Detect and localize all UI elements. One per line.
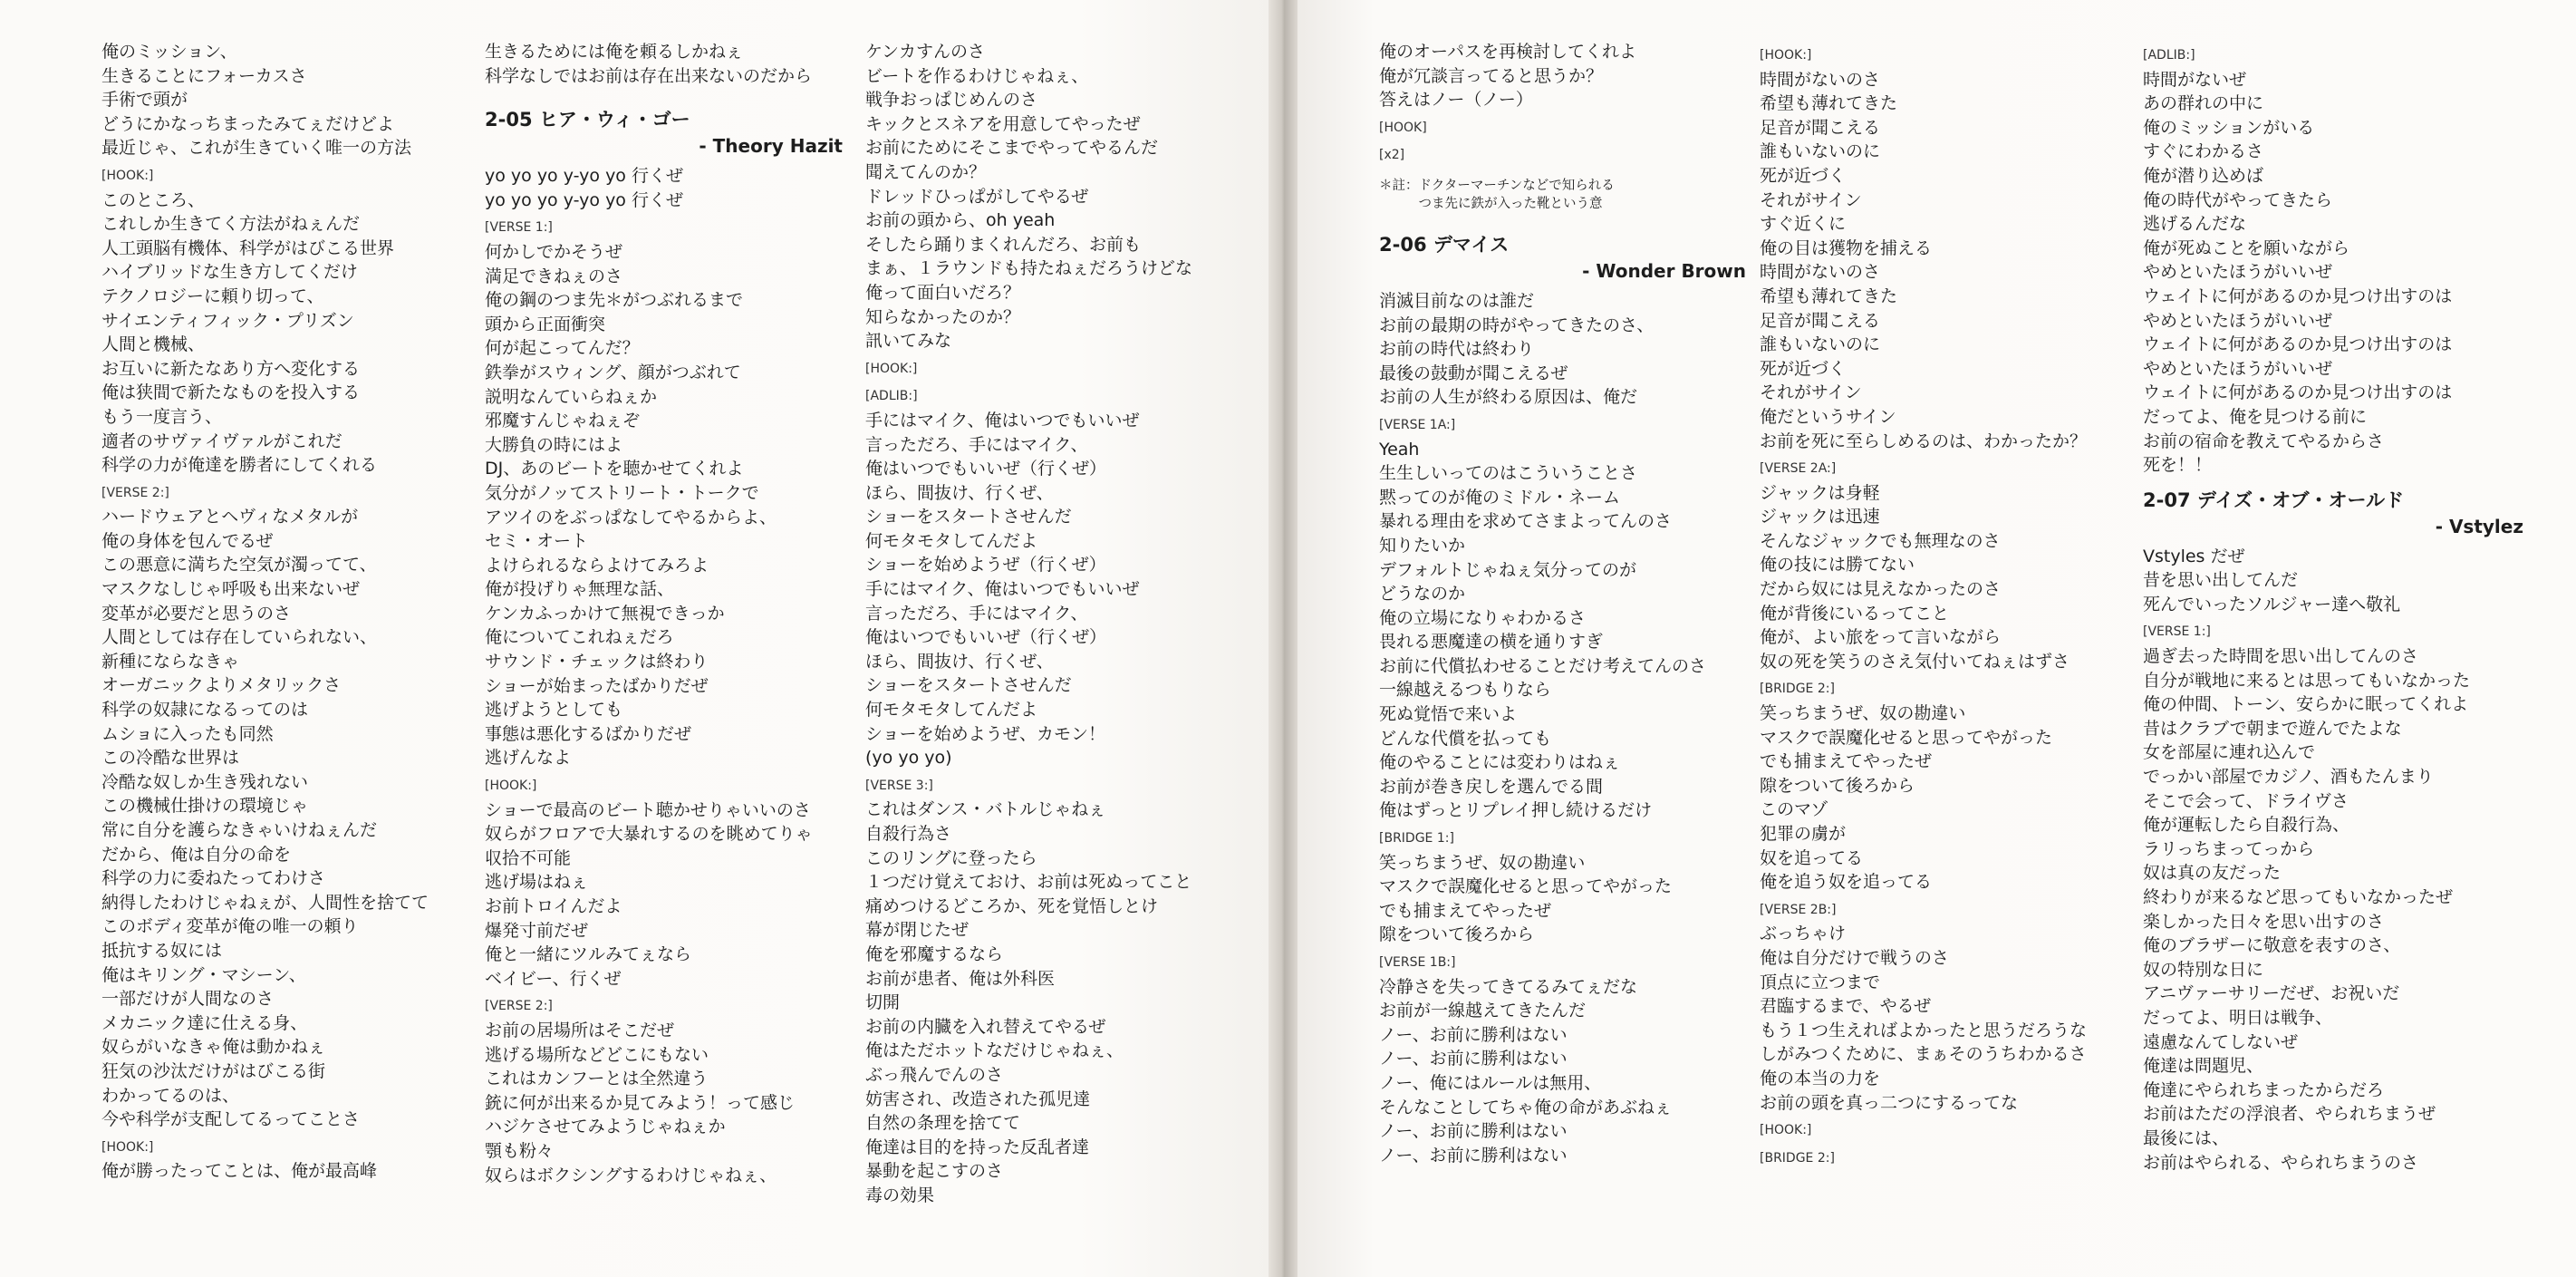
lyric-line: 生きるためには俺を頼るしかねぇ bbox=[485, 42, 744, 62]
lyric-line: 最近じゃ、これが生きていく唯一の方法 bbox=[101, 138, 412, 159]
spacer bbox=[1379, 168, 1746, 177]
lyric-line: 死んでいったソルジャー達へ敬礼 bbox=[2143, 594, 2401, 614]
lyric-line: 最後の鼓動が聞こえるぜ bbox=[1379, 363, 1568, 383]
lyric-line: 常に自分を護らなきゃいけねぇんだ bbox=[101, 820, 378, 840]
track-title: 2-06 デマイス bbox=[1379, 233, 1510, 256]
lyric-line: お前が巻き戻しを選んでる間 bbox=[1379, 776, 1604, 797]
lyric-line: 犯罪の虜が bbox=[1760, 824, 1847, 844]
section-label: [VERSE 1:] bbox=[2143, 624, 2211, 640]
lyric-line: これはダンス・バトルじゃねぇ bbox=[865, 799, 1106, 820]
lyric-line: 切開 bbox=[865, 992, 901, 1013]
lyric-line: だってよ、明日は戦争、 bbox=[2143, 1007, 2333, 1028]
lyric-line: 俺の身体を包んでるぜ bbox=[101, 530, 274, 551]
lyric-line: 俺達にやられちまったからだろ bbox=[2143, 1079, 2385, 1100]
lyric-line: このマゾ bbox=[1760, 799, 1828, 820]
lyric-line: ウェイトに何があるのか見つけ出すのは bbox=[2143, 382, 2453, 403]
lyric-line: 人間としては存在していられない、 bbox=[101, 627, 378, 648]
lyric-line: ショーで最高のビート聴かせりゃいいのさ bbox=[485, 799, 811, 820]
lyric-line: ノー、俺にはルールは無用、 bbox=[1379, 1072, 1602, 1093]
lyric-line: セミ・オート bbox=[485, 531, 589, 552]
lyric-line: 何が起こってんだ？ bbox=[485, 338, 640, 359]
lyric-line: 変革が必要だと思うのさ bbox=[101, 603, 292, 624]
lyric-line: 笑っちまうぜ、奴の勘違い bbox=[1760, 703, 1966, 724]
lyric-line: 逃げようとしても bbox=[485, 700, 623, 721]
section-label: [HOOK:] bbox=[485, 779, 537, 794]
section-label: [HOOK:] bbox=[865, 361, 918, 376]
lyric-line: 冷静さを失ってきてるみてぇだな bbox=[1379, 976, 1638, 997]
lyric-line: 爆発寸前だぜ bbox=[485, 920, 589, 941]
lyric-line: ショーをスタートさせんだ bbox=[865, 507, 1072, 527]
section-label: [HOOK] bbox=[1379, 120, 1427, 135]
lyric-line: 俺のミッションがいる bbox=[2143, 117, 2315, 138]
lyric-line: Vstyles だぜ bbox=[2143, 546, 2245, 566]
lyric-line: でっかい部屋でカジノ、酒もたんまり bbox=[2143, 767, 2434, 788]
lyric-line: ノー、お前に勝利はない bbox=[1379, 1145, 1568, 1166]
section-label: [HOOK:] bbox=[1760, 1123, 1812, 1138]
lyric-line: 知らなかったのか？ bbox=[865, 306, 1021, 327]
lyric-line: 足音が聞こえる bbox=[1760, 117, 1881, 138]
lyric-line: 畏れる悪魔達の横を通りすぎ bbox=[1379, 632, 1604, 653]
lyric-line: １つだけ覚えておけ、お前は死ぬってこと bbox=[865, 872, 1192, 893]
lyric-line: 俺の仲間、トーン、安らかに眠ってくれよ bbox=[2143, 694, 2469, 715]
lyric-line: ベイビー、行くぜ bbox=[485, 968, 622, 989]
lyric-line: お前の人生が終わる原因は、俺だ bbox=[1379, 387, 1638, 408]
lyric-line: 知りたいか bbox=[1379, 535, 1466, 556]
section-label: [BRIDGE 2:] bbox=[1760, 682, 1835, 697]
lyric-line: 抵抗する奴には bbox=[101, 940, 223, 961]
lyric-line: 冷酷な奴しか生き残れない bbox=[101, 771, 309, 792]
lyric-line: ウェイトに何があるのか見つけ出すのは bbox=[2143, 334, 2453, 355]
left-column-3 bbox=[865, 40, 1237, 1208]
lyric-line: そんなことしてちゃ俺の命があぶねぇ bbox=[1379, 1097, 1673, 1117]
lyric-line: 言っただろ、手にはマイク、 bbox=[865, 434, 1088, 455]
lyric-line: 説明なんていらねぇか bbox=[485, 386, 658, 407]
lyric-line: 俺はいつでもいいぜ（行くぜ） bbox=[865, 627, 1107, 648]
lyric-line: 俺が冗談言ってると思うか？ bbox=[1379, 65, 1604, 86]
lyric-line: ケンカふっかけて無視できっか bbox=[485, 603, 725, 624]
lyric-line: 暴動を起こすのさ bbox=[865, 1161, 1004, 1182]
lyric-line: 俺はいつでもいいぜ（行くぜ） bbox=[865, 459, 1107, 479]
lyric-line: 気分がノッてストリート・トークで bbox=[485, 482, 759, 503]
lyric-line: 俺の鋼のつま先＊がつぶれるまで bbox=[485, 290, 744, 311]
lyric-line: 痛めつけるどころか、死を覚悟しとけ bbox=[865, 895, 1159, 916]
lyric-line: 死が近づく bbox=[1760, 358, 1847, 379]
lyric-line: 適者のサヴァイヴァルがこれだ bbox=[101, 431, 343, 451]
lyric-line: お前の頭を真っ二つにするってな bbox=[1760, 1092, 2019, 1113]
lyric-line: 戦争おっぱじめんのさ bbox=[865, 90, 1038, 111]
lyric-line: もう１つ生えればよかったと思うだろうな bbox=[1760, 1020, 2088, 1040]
lyric-line: ほら、間抜け、行くぜ、 bbox=[865, 651, 1054, 672]
lyric-line: 俺達は問題児、 bbox=[2143, 1056, 2264, 1077]
lyric-line: ウェイトに何があるのか見つけ出すのは bbox=[2143, 285, 2453, 306]
lyric-line: 聞えてんのか？ bbox=[865, 161, 987, 182]
lyric-line: 死を！！ bbox=[2143, 455, 2213, 476]
lyric-line: でも捕まえてやったぜ bbox=[1379, 900, 1552, 921]
lyric-line: 隙をついて後ろから bbox=[1760, 775, 1915, 796]
right-column-2 bbox=[1760, 40, 2131, 1170]
lyric-line: 黙ってのが俺のミドル・ネーム bbox=[1379, 487, 1621, 508]
lyric-line: 逃げるんだな bbox=[2143, 214, 2247, 235]
lyric-line: 俺を追う奴を追ってる bbox=[1760, 872, 1933, 893]
lyric-line: ショーが始まったばかりだぜ bbox=[485, 675, 709, 696]
lyric-line: お前トロイんだよ bbox=[485, 896, 622, 916]
lyric-line: ラリっちまってっから bbox=[2143, 838, 2315, 859]
lyric-line: 俺って面白いだろ？ bbox=[865, 282, 1021, 303]
lyric-line: 幕が閉じたぜ bbox=[865, 920, 970, 941]
lyric-line: 昔を思い出してんだ bbox=[2143, 570, 2299, 591]
lyric-line: オーガニックよりメタリックさ bbox=[101, 675, 342, 696]
lyric-line: 奴を追ってる bbox=[1760, 847, 1864, 868]
section-label: [VERSE 2A:] bbox=[1760, 461, 1837, 477]
lyric-line: 人工頭脳有機体、科学がはびこる世界 bbox=[101, 237, 395, 258]
lyric-line: お前の居場所はそこだぜ bbox=[485, 1020, 675, 1040]
lyric-line: 消滅目前なのは誰だ bbox=[1379, 290, 1535, 311]
lyric-line: メカニック達に仕える身、 bbox=[101, 1012, 308, 1033]
section-label: [x2] bbox=[1379, 148, 1405, 163]
lyric-line: 俺はただホットなだけじゃねぇ、 bbox=[865, 1040, 1124, 1061]
lyric-line: ぶっ飛んでんのさ bbox=[865, 1064, 1004, 1085]
lyric-line: 自然の条理を捨てて bbox=[865, 1113, 1021, 1134]
lyric-line: お前の最期の時がやってきたのさ、 bbox=[1379, 314, 1655, 335]
section-label: [BRIDGE 1:] bbox=[1379, 831, 1454, 846]
lyric-line: アツイのをぶっぱなしてやるからよ、 bbox=[485, 507, 777, 527]
lyric-line: 俺は自分だけで戦うのさ bbox=[1760, 947, 1950, 968]
lyric-line: 俺はキリング・マシーン、 bbox=[101, 964, 306, 985]
lyric-line: 笑っちまうぜ、奴の勘違い bbox=[1379, 852, 1586, 873]
spacer bbox=[1379, 213, 1746, 222]
lyric-line: 俺が運転したら自殺行為、 bbox=[2143, 815, 2350, 836]
lyric-line: 俺の時代がやってきたら bbox=[2143, 189, 2333, 210]
spacer bbox=[485, 88, 843, 97]
lyric-line: それがサイン bbox=[1760, 189, 1862, 210]
lyric-line: お互いに新たなあり方へ変化する bbox=[101, 358, 361, 379]
lyric-line: 手術で頭が bbox=[101, 90, 188, 111]
right-page bbox=[1298, 0, 2576, 1277]
lyric-line: 頂点に立つまで bbox=[1760, 972, 1881, 992]
lyric-line: そこで会って、ドライヴさ bbox=[2143, 790, 2349, 811]
lyric-line: 納得したわけじゃねぇが、人間性を捨てて bbox=[101, 892, 429, 913]
lyric-line: ノー、お前に勝利はない bbox=[1379, 1121, 1568, 1142]
lyric-line: 何モタモタしてんだよ bbox=[865, 700, 1038, 721]
lyric-line: yo yo yo y-yo yo 行くぜ bbox=[485, 189, 683, 210]
lyric-line: 一部だけが人間なのさ bbox=[101, 989, 275, 1010]
lyric-line: お前はただの浮浪者、やられちまうぜ bbox=[2143, 1104, 2436, 1125]
lyric-line: このところ、 bbox=[101, 189, 206, 210]
lyric-line: ノー、お前に勝利はない bbox=[1379, 1024, 1568, 1045]
section-label: [VERSE 2B:] bbox=[1760, 902, 1837, 917]
section-label: [VERSE 1A:] bbox=[1379, 417, 1456, 432]
lyric-line: 奴らはボクシングするわけじゃねぇ、 bbox=[485, 1165, 777, 1185]
lyric-line: 死が近づく bbox=[1760, 165, 1847, 186]
lyric-line: ノー、お前に勝利はない bbox=[1379, 1049, 1568, 1069]
lyric-line: 奴の特別な日に bbox=[2143, 959, 2264, 980]
lyric-line: 俺が勝ったってことは、俺が最高峰 bbox=[101, 1161, 378, 1182]
lyric-line: 自殺行為さ bbox=[865, 824, 952, 844]
lyric-line: ぶっちゃけ bbox=[1760, 924, 1847, 944]
lyric-line: お前にためにそこまでやってやるんだ bbox=[865, 138, 1159, 159]
left-page bbox=[0, 0, 1269, 1277]
lyric-line: お前が患者、俺は外科医 bbox=[865, 968, 1056, 989]
lyric-line: 俺だというサイン bbox=[1760, 406, 1896, 427]
track-title: 2-07 デイズ・オブ・オールド bbox=[2143, 489, 2405, 511]
lyric-line: ハードウェアとヘヴィなメタルが bbox=[101, 507, 359, 527]
booklet-spine bbox=[1269, 0, 1298, 1277]
lyric-line: 終わりが来るなど思ってもいなかったぜ bbox=[2143, 887, 2454, 907]
lyric-line: マスクで誤魔化せると思ってやがった bbox=[1760, 727, 2053, 748]
lyric-line: あの群れの中に bbox=[2143, 93, 2264, 114]
lyric-line: 妨害され、改造された孤児達 bbox=[865, 1088, 1091, 1109]
lyric-line: やめといたほうがいいぜ bbox=[2143, 310, 2333, 331]
lyric-line: どうにかなっちまったみてぇだけどよ bbox=[101, 113, 395, 134]
lyric-line: よけられるならよけてみろよ bbox=[485, 555, 709, 576]
lyric-line: 逃げんなよ bbox=[485, 748, 572, 769]
lyric-line: 狂気の沙汰だけがはびこる街 bbox=[101, 1060, 326, 1081]
lyric-line: 事態は悪化するばかりだぜ bbox=[485, 723, 692, 744]
lyric-line: 収拾不可能 bbox=[485, 847, 572, 868]
lyric-line: すぐ近くに bbox=[1760, 214, 1847, 235]
lyric-line: 誰もいないのに bbox=[1760, 334, 1881, 355]
lyric-line: 手にはマイク、俺はいつでもいいぜ bbox=[865, 410, 1140, 431]
lyric-line: 奴らがフロアで大暴れするのを眺めてりゃ bbox=[485, 824, 813, 845]
lyric-line: 俺が投げりゃ無理な話、 bbox=[485, 579, 675, 600]
lyric-line: そんなジャックでも無理なのさ bbox=[1760, 530, 2001, 551]
lyric-line: 足音が聞こえる bbox=[1760, 310, 1881, 331]
lyric-line: 俺の技には勝てない bbox=[1760, 555, 1915, 576]
section-label: [BRIDGE 2:] bbox=[1760, 1150, 1835, 1166]
artist-name: - Wonder Brown bbox=[1582, 259, 1746, 282]
lyric-line: これしか生きてく方法がねぇんだ bbox=[101, 214, 361, 235]
section-label: [VERSE 2:] bbox=[101, 485, 169, 500]
section-label: [ADLIB:] bbox=[865, 389, 918, 404]
right-column-1 bbox=[1379, 40, 1746, 1167]
lyric-line: 死ぬ覚悟で来いよ bbox=[1379, 704, 1518, 725]
section-label: [ADLIB:] bbox=[2143, 48, 2195, 63]
lyric-line: 答えはノー（ノー） bbox=[1379, 90, 1533, 111]
section-label: [HOOK:] bbox=[1760, 48, 1812, 63]
lyric-line: 俺が潜り込めば bbox=[2143, 165, 2264, 186]
lyric-line: ケンカすんのさ bbox=[865, 42, 986, 62]
lyric-line: 誰もいないのに bbox=[1760, 141, 1881, 162]
lyric-line: 遠慮なんてしないぜ bbox=[2143, 1031, 2299, 1052]
lyric-line: でも捕まえてやったぜ bbox=[1760, 751, 1933, 772]
lyric-line: お前を死に至らしめるのは、わかったか？ bbox=[1760, 431, 2088, 451]
lyric-line: 言っただろ、手にはマイク、 bbox=[865, 603, 1088, 624]
lyric-line: アニヴァーサリーだぜ、お祝いだ bbox=[2143, 983, 2400, 1004]
lyric-line: お前の宿命を教えてやるからさ bbox=[2143, 431, 2385, 451]
lyric-line: サイエンティフィック・プリズン bbox=[101, 310, 354, 331]
lyric-line: 俺のブラザーに敬意を表すのさ、 bbox=[2143, 935, 2401, 956]
lyric-line: 頭から正面衝突 bbox=[485, 314, 606, 334]
lyric-line: 俺が死ぬことを願いながら bbox=[2143, 237, 2350, 258]
lyric-line: ショーを始めようぜ、カモン！ bbox=[865, 723, 1106, 744]
section-label: [HOOK:] bbox=[101, 1139, 154, 1155]
lyric-line: ほら、間抜け、行くぜ、 bbox=[865, 482, 1054, 503]
lyric-line: 俺が、よい旅をって言いながら bbox=[1760, 627, 2002, 648]
lyric-line: 俺の立場になりゃわかるさ bbox=[1379, 607, 1587, 628]
lyric-line: もう一度言う、 bbox=[101, 406, 223, 427]
lyric-line: 科学の奴隷になるってのは bbox=[101, 700, 309, 721]
lyric-line: このボディ変革が俺の唯一の頼り bbox=[101, 916, 359, 937]
section-label: [HOOK:] bbox=[101, 168, 154, 183]
lyric-line: 新種にならなきゃ bbox=[101, 651, 240, 672]
lyric-line: 女を部屋に連れ込んで bbox=[2143, 742, 2316, 763]
lyric-line: 逃げ場はねぇ bbox=[485, 872, 589, 893]
lyric-line: それがサイン bbox=[1760, 382, 1862, 403]
lyric-line: Yeah bbox=[1379, 439, 1420, 460]
lyric-line: 毒の効果 bbox=[865, 1185, 935, 1205]
lyric-line: 過ぎ去った時間を思い出してんのさ bbox=[2143, 646, 2419, 667]
lyric-line: お前が一線越えてきたんだ bbox=[1379, 1001, 1587, 1021]
lyric-line: 生生しいってのはこういうことさ bbox=[1379, 463, 1638, 484]
lyric-line: お前の内臓を入れ替えてやるぜ bbox=[865, 1016, 1106, 1037]
lyric-line: ジャックは身軽 bbox=[1760, 482, 1880, 503]
lyric-line: 俺の本当の力を bbox=[1760, 1068, 1881, 1088]
lyric-line: ムショに入ったも同然 bbox=[101, 723, 274, 744]
lyric-line: 暴れる理由を求めてさまよってんのさ bbox=[1379, 511, 1673, 532]
lyric-line: まぁ、１ラウンドも持たねぇだろうけどな bbox=[865, 258, 1193, 279]
lyric-line: 奴らがいなきゃ俺は動かねぇ bbox=[101, 1037, 326, 1058]
lyric-line: yo yo yo y-yo yo 行くぜ bbox=[485, 166, 683, 187]
lyric-line: 何かしでかそうぜ bbox=[485, 241, 623, 262]
lyric-line: ショーをスタートさせんだ bbox=[865, 675, 1072, 696]
lyric-line: 俺を邪魔するなら bbox=[865, 943, 1004, 964]
lyric-line: 逃げる場所などどこにもない bbox=[485, 1044, 709, 1065]
lyric-line: キックとスネアを用意してやったぜ bbox=[865, 113, 1141, 134]
lyric-line: マスクで誤魔化せると思ってやがった bbox=[1379, 876, 1673, 897]
lyric-line: ハイブリッドな生き方してくだけ bbox=[101, 262, 358, 283]
lyric-line: 俺達は目的を持った反乱者達 bbox=[865, 1137, 1090, 1157]
lyric-line: 俺についてこれねぇだろ bbox=[485, 627, 674, 648]
lyric-line: 時間がないのさ bbox=[1760, 69, 1881, 90]
lyric-line: (yo yo yo) bbox=[865, 748, 952, 769]
lyric-line: この悪意に満ちた空気が濁ってて、 bbox=[101, 555, 377, 576]
lyric-line: サウンド・チェックは終わり bbox=[485, 652, 709, 672]
artist-name: - Theory Hazit bbox=[699, 135, 843, 158]
section-label: [VERSE 1:] bbox=[485, 220, 553, 236]
lyric-line: 昔はクラブで朝まで遊んでたよな bbox=[2143, 718, 2402, 739]
lyric-line: だってよ、俺を見つける前に bbox=[2143, 406, 2368, 427]
section-label: [VERSE 3:] bbox=[865, 778, 933, 793]
lyric-line: そしたら踊りまくれんだろ、お前も bbox=[865, 234, 1142, 255]
lyric-line: お前はやられる、やられちまうのさ bbox=[2143, 1152, 2419, 1173]
lyric-line: 今や科学が支配してるってことさ bbox=[101, 1109, 361, 1130]
lyric-line: マスクなしじゃ呼吸も出来ないぜ bbox=[101, 579, 361, 600]
lyric-line: 奴は真の友だった bbox=[2143, 863, 2282, 884]
section-label: [VERSE 2:] bbox=[485, 999, 553, 1014]
lyric-line: DJ、あのビートを聴かせてくれよ bbox=[485, 459, 744, 479]
lyric-line: お前の時代は終わり bbox=[1379, 339, 1535, 360]
lyric-line: 俺のオーパスを再検討してくれよ bbox=[1379, 42, 1637, 62]
lyric-line: 希望も薄れてきた bbox=[1760, 285, 1898, 306]
lyric-line: ビートを作るわけじゃねぇ、 bbox=[865, 65, 1089, 86]
lyric-line: だから、俺は自分の命を bbox=[101, 844, 292, 865]
lyric-line: 俺が背後にいるってこと bbox=[1760, 603, 1950, 624]
lyric-line: 俺の目は獲物を捕える bbox=[1760, 237, 1933, 258]
lyric-line: このリングに登ったら bbox=[865, 847, 1037, 868]
footnote: つま先に鉄が入った靴という意 bbox=[1379, 196, 1603, 211]
lyric-line: 顎も粉々 bbox=[485, 1140, 555, 1161]
lyric-line: お前に代償払わせることだけ考えてんのさ bbox=[1379, 655, 1707, 676]
lyric-line: ショーを始めようぜ（行くぜ） bbox=[865, 555, 1106, 576]
lyric-line: この機械仕掛けの環境じゃ bbox=[101, 796, 309, 817]
lyric-line: 時間がないぜ bbox=[2143, 69, 2247, 90]
lyric-line: 楽しかった日々を思い出すのさ bbox=[2143, 911, 2385, 932]
lyric-line: 奴の死を笑うのさえ気付いてねぇはずさ bbox=[1760, 651, 2070, 672]
lyric-line: ドレッドひっぱがしてやるぜ bbox=[865, 186, 1089, 207]
lyric-line: どんな代償を払っても bbox=[1379, 728, 1552, 749]
lyric-line: 邪魔すんじゃねぇぞ bbox=[485, 411, 641, 431]
lyric-line: やめといたほうがいいぜ bbox=[2143, 262, 2333, 283]
lyric-line: テクノロジーに頼り切って、 bbox=[101, 285, 324, 306]
lyric-line: どうなのか bbox=[1379, 584, 1466, 605]
lyric-line: 俺は狭間で新たなものを投入する bbox=[101, 382, 361, 403]
lyric-line: 人間と機械、 bbox=[101, 334, 206, 355]
right-column-3 bbox=[2143, 40, 2523, 1175]
lyric-line: 君臨するまで、やるぜ bbox=[1760, 996, 1932, 1017]
lyric-line: 最後には、 bbox=[2143, 1127, 2230, 1148]
lyric-line: 科学の力に委ねたってわけさ bbox=[101, 868, 326, 889]
lyric-line: お前の頭から、oh yeah bbox=[865, 210, 1056, 231]
section-label: [VERSE 1B:] bbox=[1379, 955, 1456, 970]
lyric-line: 生きることにフォーカスさ bbox=[101, 65, 307, 86]
lyric-line: 大勝負の時にはよ bbox=[485, 434, 623, 455]
lyric-line: 自分が戦地に来るとは思ってもいなかった bbox=[2143, 670, 2471, 691]
lyric-line: 一線越えるつもりなら bbox=[1379, 680, 1551, 701]
lyric-line: 希望も薄れてきた bbox=[1760, 93, 1898, 114]
lyric-line: この冷酷な世界は bbox=[101, 748, 240, 769]
lyric-line: 鉄拳がスウィング、顔がつぶれて bbox=[485, 362, 741, 382]
lyric-line: 科学なしではお前は存在出来ないのだから bbox=[485, 65, 813, 86]
lyric-line: やめといたほうがいいぜ bbox=[2143, 358, 2333, 379]
lyric-line: しがみつくために、まぁそのうちわかるさ bbox=[1760, 1044, 2087, 1065]
lyric-line: 俺はずっとリプレイ押し続けるだけ bbox=[1379, 800, 1653, 821]
lyric-line: 俺のやることには変わりはねぇ bbox=[1379, 752, 1621, 773]
lyric-line: 何モタモタしてんだよ bbox=[865, 530, 1038, 551]
lyric-line: 満足できねぇのさ bbox=[485, 266, 623, 286]
lyric-line: デフォルトじゃねぇ気分ってのが bbox=[1379, 559, 1637, 580]
lyric-line: わかってるのは、 bbox=[101, 1085, 240, 1106]
footnote: ＊註：ドクターマーチンなどで知られる bbox=[1379, 178, 1615, 193]
lyric-line: これはカンフーとは全然違う bbox=[485, 1069, 709, 1089]
lyric-line: だから奴には見えなかったのさ bbox=[1760, 579, 2002, 600]
lyric-line: 銃に何が出来るか見てみよう！って感じ bbox=[485, 1092, 796, 1113]
left-column-1 bbox=[101, 40, 437, 1184]
lyric-line: 訊いてみな bbox=[865, 331, 952, 352]
lyric-line: 俺のミッション、 bbox=[101, 42, 237, 62]
lyric-line: 科学の力が俺達を勝者にしてくれる bbox=[101, 455, 378, 476]
lyric-line: 俺と一緒にツルみてぇなら bbox=[485, 944, 692, 965]
lyric-line: すぐにわかるさ bbox=[2143, 141, 2264, 162]
lyric-line: 手にはマイク、俺はいつでもいいぜ bbox=[865, 579, 1140, 600]
lyric-line: ジャックは迅速 bbox=[1760, 507, 1880, 527]
lyric-line: 隙をついて後ろから bbox=[1379, 924, 1535, 945]
lyric-line: ハジケさせてみようじゃねぇか bbox=[485, 1117, 726, 1137]
lyric-line: 時間がないのさ bbox=[1760, 262, 1881, 283]
left-column-2 bbox=[485, 40, 843, 1187]
artist-name: - Vstylez bbox=[2435, 515, 2523, 537]
track-title: 2-05 ヒア・ウィ・ゴー bbox=[485, 109, 690, 131]
